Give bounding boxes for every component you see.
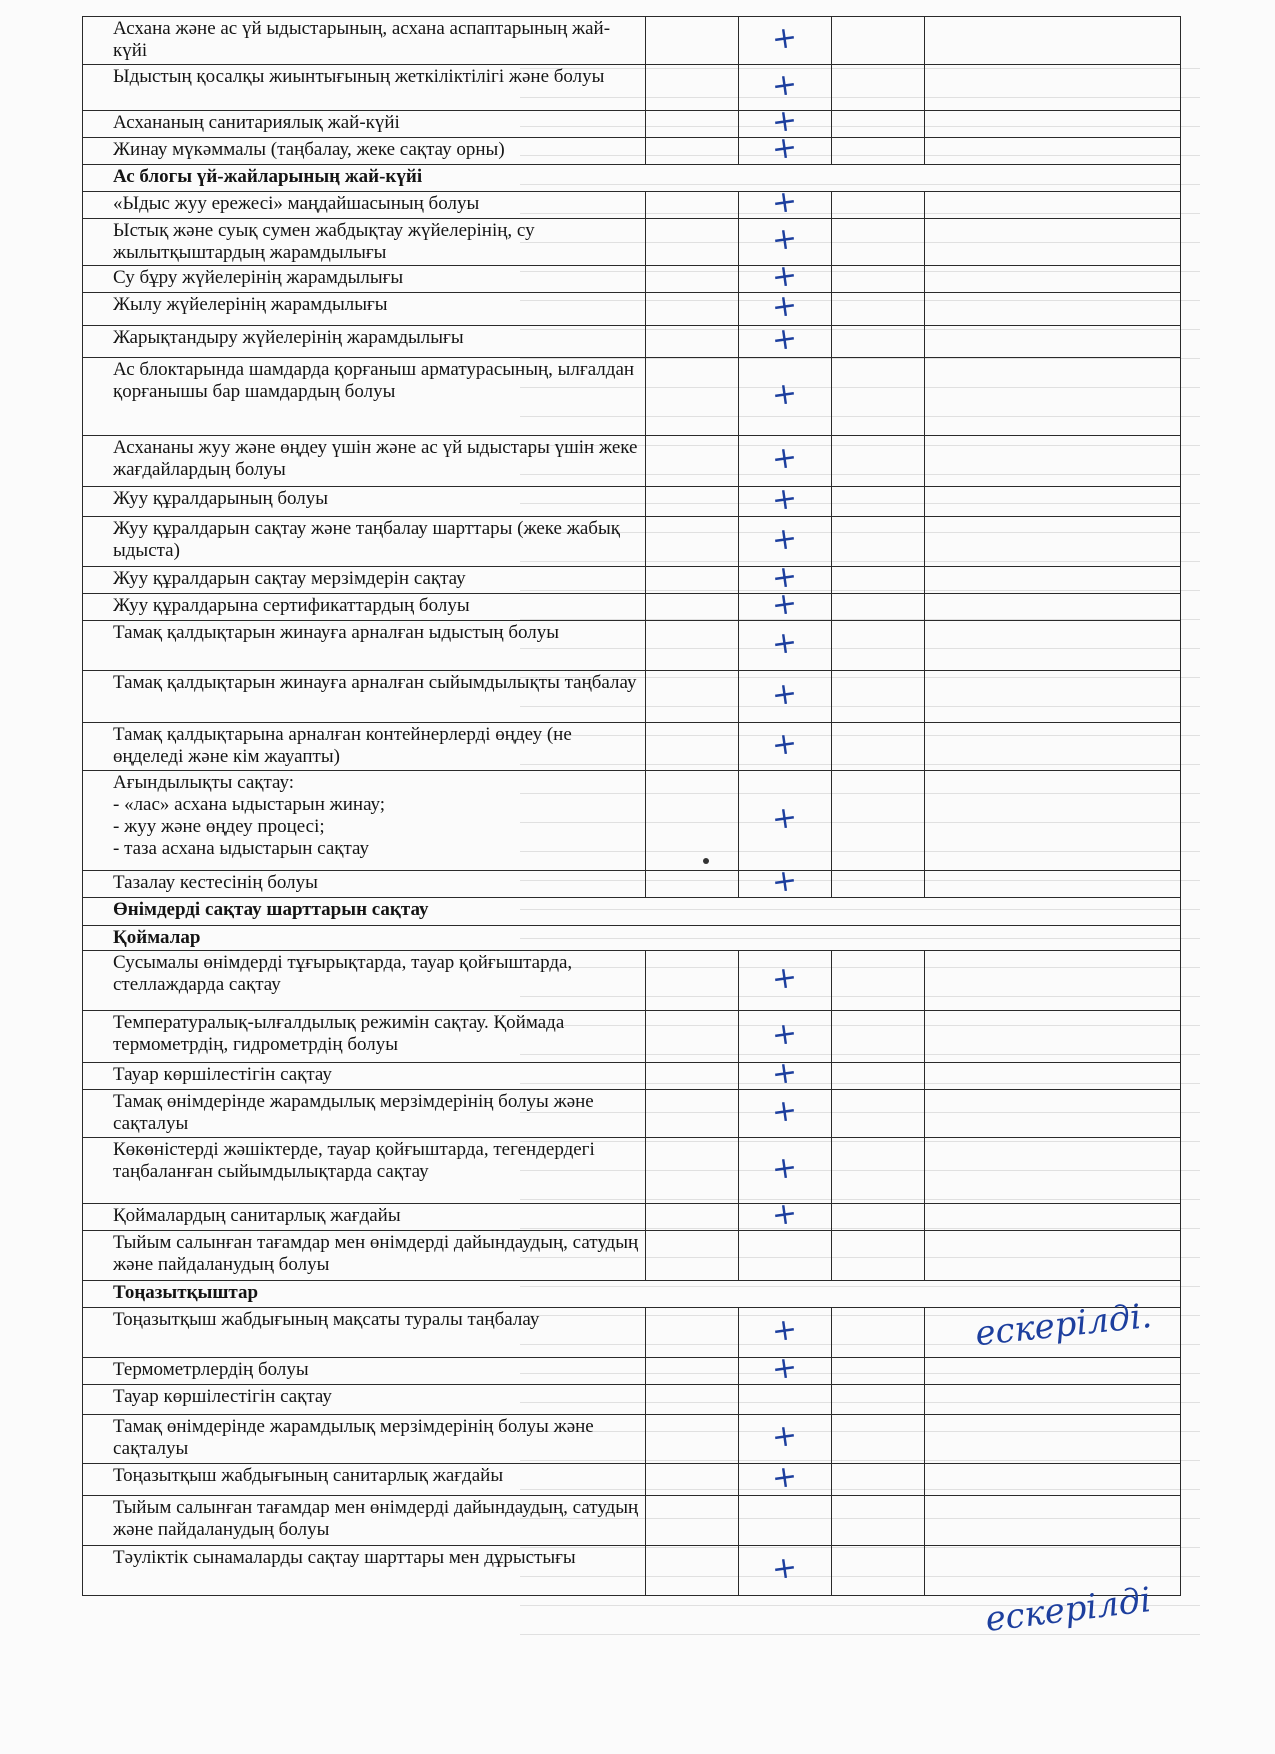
empty-cell (832, 671, 925, 723)
empty-cell (925, 951, 1181, 1011)
empty-cell (925, 436, 1181, 487)
empty-cell (832, 723, 925, 771)
empty-cell (832, 567, 925, 594)
empty-cell (646, 487, 739, 517)
checklist-row (83, 266, 1181, 293)
requirement-text (83, 1385, 646, 1415)
checklist-row (83, 594, 1181, 621)
handwritten-plus-mark: + (770, 220, 800, 259)
empty-cell (925, 594, 1181, 621)
empty-cell (646, 1496, 739, 1546)
empty-cell (832, 266, 925, 293)
handwritten-plus-mark: + (770, 129, 800, 168)
checklist-row (83, 1358, 1181, 1385)
handwritten-plus-mark: + (770, 519, 800, 559)
empty-cell (832, 436, 925, 487)
checklist-row (83, 1546, 1181, 1596)
empty-cell (925, 1063, 1181, 1090)
empty-cell (832, 871, 925, 898)
requirement-label: «Ыдыс жуу ережесі» маңдайшасының болуы (113, 193, 480, 214)
handwritten-plus-mark: + (770, 319, 800, 359)
empty-cell (832, 192, 925, 219)
empty-cell (832, 111, 925, 138)
compliance-mark-cell (739, 621, 832, 671)
requirement-label: Асхана және ас үй ыдыстарының, асхана аспаптарының жай-күйі (113, 18, 611, 61)
empty-cell (925, 358, 1181, 436)
empty-cell (832, 138, 925, 165)
handwritten-plus-mark: + (770, 674, 800, 714)
compliance-mark-cell (739, 951, 832, 1011)
handwritten-plus-mark: + (770, 558, 800, 597)
requirement-label: Тазалау кестесінің болуы (113, 872, 318, 893)
section-header-row (83, 898, 1181, 926)
requirement-label: Тоңазытқыш жабдығының мақсаты туралы таңбалау (113, 1309, 540, 1330)
handwritten-plus-mark: + (770, 1457, 800, 1497)
empty-cell (646, 138, 739, 165)
empty-cell (832, 358, 925, 436)
handwritten-plus-mark: + (770, 1148, 800, 1188)
requirement-label: Жинау мүкәммалы (таңбалау, жеке сақтау орны) (113, 139, 505, 160)
compliance-mark-cell (739, 17, 832, 65)
compliance-mark-cell (739, 671, 832, 723)
checklist-row (83, 436, 1181, 487)
requirement-text (83, 871, 646, 898)
requirement-text (83, 1308, 646, 1358)
section-header-row (83, 926, 1181, 951)
requirement-text (83, 1011, 646, 1063)
empty-cell (832, 771, 925, 871)
empty-cell (646, 1090, 739, 1138)
handwritten-plus-mark: + (770, 1548, 800, 1588)
requirement-text (83, 219, 646, 266)
checklist-row (83, 1090, 1181, 1138)
handwritten-plus-mark: + (770, 65, 800, 105)
empty-cell (646, 1204, 739, 1231)
handwritten-plus-mark: + (770, 287, 800, 326)
empty-cell (832, 951, 925, 1011)
checklist-row (83, 1138, 1181, 1204)
compliance-mark-cell (739, 1546, 832, 1596)
empty-cell (832, 621, 925, 671)
checklist-row (83, 1231, 1181, 1281)
requirement-label: Тәуліктік сынамаларды сақтау шарттары мен дұрыстығы (113, 1547, 576, 1568)
checklist-row (83, 951, 1181, 1011)
requirement-text (83, 723, 646, 771)
handwritten-plus-mark: + (770, 623, 800, 663)
requirement-label: Тамақ қалдықтарын жинауға арналған сыйымдылықты таңбалау (113, 672, 637, 693)
requirement-label: Ыстық және суық сумен жабдықтау жүйелерінің, су жылытқыштардың жарамдылығы (113, 220, 535, 263)
empty-cell (646, 1011, 739, 1063)
requirement-text (83, 594, 646, 621)
empty-cell (646, 1308, 739, 1358)
empty-cell (925, 771, 1181, 871)
checklist-row (83, 621, 1181, 671)
requirement-label: Ыдыстың қосалқы жиынтығының жеткіліктілігі және болуы (113, 66, 605, 87)
checklist-row (83, 1385, 1181, 1415)
empty-cell (925, 1231, 1181, 1281)
compliance-mark-cell (739, 585, 832, 624)
checklist-row (83, 1063, 1181, 1090)
requirement-label: Асхананы жуу және өңдеу үшін және ас үй ыдыстары үшін жеке жағдайлардың болуы (113, 437, 638, 480)
requirement-label: Қоймалардың санитарлық жағдайы (113, 1205, 401, 1226)
empty-cell (832, 17, 925, 65)
requirement-text (83, 1231, 646, 1281)
empty-cell (646, 65, 739, 111)
handwritten-plus-mark: + (770, 862, 800, 901)
handwritten-plus-mark: + (770, 183, 800, 222)
requirement-label: Тауар көршілестігін сақтау (113, 1386, 332, 1407)
requirement-text (83, 1138, 646, 1204)
requirement-label: Жуу құралдарын сақтау мерзімдерін сақтау (113, 568, 466, 589)
empty-cell (646, 951, 739, 1011)
section-header: Тоңазытқыштар (83, 1281, 1181, 1308)
compliance-mark-cell (739, 287, 832, 326)
empty-cell (925, 192, 1181, 219)
section-header: Ас блогы үй-жайларының жай-күйі (83, 165, 1181, 192)
empty-cell (832, 1011, 925, 1063)
compliance-mark-cell (739, 723, 832, 771)
requirement-text (83, 1546, 646, 1596)
empty-cell (646, 293, 739, 326)
handwritten-plus-mark: + (770, 1310, 800, 1350)
requirement-text (83, 192, 646, 219)
requirement-text (83, 671, 646, 723)
empty-cell (925, 17, 1181, 65)
requirement-label: Асхананың санитариялық жай-күйі (113, 112, 400, 133)
requirement-text (83, 293, 646, 326)
inspection-checklist-table (82, 16, 1181, 1596)
handwritten-plus-mark: + (770, 585, 800, 624)
checklist-row (83, 1496, 1181, 1546)
ink-spot (703, 858, 709, 864)
empty-cell (646, 358, 739, 436)
empty-cell (646, 594, 739, 621)
empty-cell (925, 266, 1181, 293)
empty-cell (646, 111, 739, 138)
empty-cell (832, 1308, 925, 1358)
empty-cell (925, 326, 1181, 358)
empty-cell (646, 1385, 739, 1415)
checklist-row (83, 1204, 1181, 1231)
empty-cell (832, 1546, 925, 1596)
empty-cell (832, 1231, 925, 1281)
handwritten-plus-mark: + (770, 1091, 800, 1131)
requirement-text (83, 326, 646, 358)
empty-cell (646, 192, 739, 219)
empty-cell (925, 567, 1181, 594)
handwritten-plus-mark: + (770, 1014, 800, 1054)
empty-cell (925, 487, 1181, 517)
empty-cell (646, 1464, 739, 1496)
section-header: Қоймалар (83, 926, 1181, 951)
empty-cell (646, 567, 739, 594)
empty-cell (646, 871, 739, 898)
empty-cell (925, 65, 1181, 111)
compliance-mark-cell (739, 1457, 832, 1497)
handwritten-plus-mark: + (770, 1349, 800, 1388)
empty-cell (646, 621, 739, 671)
handwritten-plus-mark: + (770, 1054, 800, 1093)
requirement-label: Температуралық-ылғалдылық режимін сақтау. Қоймада термометрдің, гидрометрдің болуы (113, 1012, 565, 1055)
empty-cell (925, 517, 1181, 567)
empty-cell (925, 293, 1181, 326)
empty-cell (646, 1415, 739, 1464)
empty-cell (925, 723, 1181, 771)
empty-cell (646, 1358, 739, 1385)
requirement-text (83, 771, 646, 871)
compliance-mark-cell (739, 1349, 832, 1388)
requirement-text (83, 1204, 646, 1231)
handwritten-plus-mark: + (770, 479, 800, 519)
checklist-row (83, 567, 1181, 594)
checklist-row (83, 293, 1181, 326)
empty-cell (925, 1090, 1181, 1138)
empty-cell (832, 1464, 925, 1496)
checklist-row (83, 771, 1181, 871)
empty-cell (832, 487, 925, 517)
requirement-label: Тамақ өнімдерінде жарамдылық мерзімдерінің болуы және сақталуы (113, 1091, 594, 1134)
empty-cell (925, 219, 1181, 266)
compliance-mark-cell (739, 358, 832, 436)
requirement-label: Жуу құралдарын сақтау және таңбалау шарттары (жеке жабық ыдыста) (113, 518, 620, 561)
requirement-text (83, 17, 646, 65)
section-header: Өнімдерді сақтау шарттарын сақтау (83, 898, 1181, 926)
empty-cell (925, 1415, 1181, 1464)
checklist-row (83, 1415, 1181, 1464)
requirement-label: Тоңазытқыш жабдығының санитарлық жағдайы (113, 1465, 504, 1486)
requirement-text (83, 1496, 646, 1546)
requirement-label: Тамақ қалдықтарын жинауға арналған ыдыстың болуы (113, 622, 560, 643)
empty-cell (646, 326, 739, 358)
requirement-text (83, 436, 646, 487)
handwritten-plus-mark: + (770, 1417, 800, 1456)
compliance-mark-cell (739, 1415, 832, 1464)
empty-cell (925, 1496, 1181, 1546)
requirement-text (83, 1358, 646, 1385)
compliance-mark-cell (739, 479, 832, 519)
requirement-label: Көкөністерді жәшіктерде, тауар қойғыштарда, тегендердегі таңбаланған сыйымдылықтарда сақтау (113, 1139, 595, 1182)
checklist-row (83, 487, 1181, 517)
empty-cell (832, 517, 925, 567)
checklist-row (83, 723, 1181, 771)
empty-cell (646, 723, 739, 771)
requirement-label: Жуу құралдарының болуы (113, 488, 329, 509)
handwritten-plus-mark: + (770, 18, 800, 58)
handwritten-note-1: ескерілді. (973, 1295, 1154, 1355)
empty-cell (646, 266, 739, 293)
empty-cell (925, 621, 1181, 671)
requirement-label: Тыйым салынған тағамдар мен өнімдерді дайындаудың, сатудың және пайдаланудың болуы (113, 1497, 639, 1540)
empty-cell (832, 594, 925, 621)
empty-cell (646, 771, 739, 871)
empty-cell (832, 326, 925, 358)
requirement-text (83, 1063, 646, 1090)
empty-cell (925, 871, 1181, 898)
handwritten-plus-mark: + (770, 257, 800, 296)
requirement-text (83, 1090, 646, 1138)
empty-cell (925, 111, 1181, 138)
empty-cell (925, 1385, 1181, 1415)
handwritten-plus-mark: + (770, 958, 800, 998)
compliance-mark-cell (739, 1054, 832, 1093)
requirement-text (83, 111, 646, 138)
compliance-mark-cell (739, 436, 832, 487)
compliance-mark-cell (739, 862, 832, 901)
compliance-mark-cell (739, 1231, 832, 1281)
requirement-text (83, 1464, 646, 1496)
checklist-row (83, 192, 1181, 219)
requirement-label: Ағындылықты сақтау: - «лас» асхана ыдыстарын жинау; - жуу және өңдеу процесі; - таза асхана ыдыстарын сақтау (113, 772, 386, 859)
requirement-label: Тауар көршілестігін сақтау (113, 1064, 332, 1085)
handwritten-plus-mark: + (770, 439, 800, 478)
checklist-row (83, 65, 1181, 111)
empty-cell (832, 1204, 925, 1231)
empty-cell (832, 1138, 925, 1204)
requirement-label: Тамақ өнімдерінде жарамдылық мерзімдерінің болуы және сақталуы (113, 1416, 594, 1459)
empty-cell (925, 1204, 1181, 1231)
empty-cell (925, 1464, 1181, 1496)
empty-cell (832, 1385, 925, 1415)
checklist-row (83, 17, 1181, 65)
empty-cell (646, 1546, 739, 1596)
section-header-row (83, 165, 1181, 192)
empty-cell (832, 219, 925, 266)
checklist-row (83, 871, 1181, 898)
empty-cell (925, 1138, 1181, 1204)
compliance-mark-cell (739, 129, 832, 168)
requirement-label: Термометрлердің болуы (113, 1359, 309, 1380)
requirement-label: Су бұру жүйелерінің жарамдылығы (113, 267, 404, 288)
compliance-mark-cell (739, 1090, 832, 1138)
checklist-row (83, 1011, 1181, 1063)
empty-cell (832, 293, 925, 326)
requirement-text (83, 951, 646, 1011)
empty-cell (832, 1358, 925, 1385)
empty-cell (832, 1063, 925, 1090)
compliance-mark-cell (739, 1195, 832, 1234)
requirement-label: Сусымалы өнімдерді тұғырықтарда, тауар қойғыштарда, стеллаждарда сақтау (113, 952, 573, 995)
empty-cell (832, 1415, 925, 1464)
empty-cell (646, 1063, 739, 1090)
requirement-text (83, 567, 646, 594)
requirement-label: Тыйым салынған тағамдар мен өнімдерді дайындаудың, сатудың және пайдаланудың болуы (113, 1232, 639, 1275)
checklist-row (83, 1464, 1181, 1496)
empty-cell (646, 219, 739, 266)
requirement-text (83, 266, 646, 293)
empty-cell (646, 17, 739, 65)
checklist-row (83, 219, 1181, 266)
empty-cell (832, 1496, 925, 1546)
empty-cell (646, 671, 739, 723)
handwritten-plus-mark: + (770, 102, 800, 141)
checklist-row (83, 138, 1181, 165)
checklist-row (83, 326, 1181, 358)
handwritten-plus-mark: + (770, 724, 800, 764)
compliance-mark-cell (739, 771, 832, 871)
requirement-label: Жарықтандыру жүйелерінің жарамдылығы (113, 327, 464, 348)
compliance-mark-cell (739, 319, 832, 359)
requirement-text (83, 487, 646, 517)
compliance-mark-cell (739, 1496, 832, 1546)
section-header-row (83, 1281, 1181, 1308)
handwritten-note-2: ескерілді (983, 1580, 1154, 1640)
compliance-mark-cell (739, 1138, 832, 1204)
handwritten-plus-mark: + (770, 798, 800, 838)
requirement-label: Тамақ қалдықтарына арналған контейнерлерді өңдеу (не өңделеді және кім жауапты) (113, 724, 572, 767)
empty-cell (832, 1090, 925, 1138)
requirement-text (83, 65, 646, 111)
requirement-text (83, 358, 646, 436)
requirement-text (83, 621, 646, 671)
compliance-mark-cell (739, 1385, 832, 1415)
compliance-mark-cell (739, 183, 832, 222)
checklist-row (83, 358, 1181, 436)
checklist-row (83, 111, 1181, 138)
empty-cell (925, 1358, 1181, 1385)
empty-cell (646, 436, 739, 487)
requirement-label: Жуу құралдарына сертификаттардың болуы (113, 595, 470, 616)
requirement-text (83, 1415, 646, 1464)
requirement-label: Ас блоктарында шамдарда қорғаныш арматурасының, ылғалдан қорғанышы бар шамдардың болуы (113, 359, 635, 402)
handwritten-plus-mark: + (770, 374, 800, 414)
requirement-label: Жылу жүйелерінің жарамдылығы (113, 294, 388, 315)
empty-cell (646, 1231, 739, 1281)
checklist-row (83, 671, 1181, 723)
requirement-text (83, 517, 646, 567)
empty-cell (646, 517, 739, 567)
empty-cell (925, 1011, 1181, 1063)
empty-cell (646, 1138, 739, 1204)
handwritten-plus-mark: + (770, 1195, 800, 1234)
checklist-row (83, 517, 1181, 567)
requirement-text (83, 138, 646, 165)
empty-cell (925, 138, 1181, 165)
empty-cell (925, 671, 1181, 723)
empty-cell (832, 65, 925, 111)
